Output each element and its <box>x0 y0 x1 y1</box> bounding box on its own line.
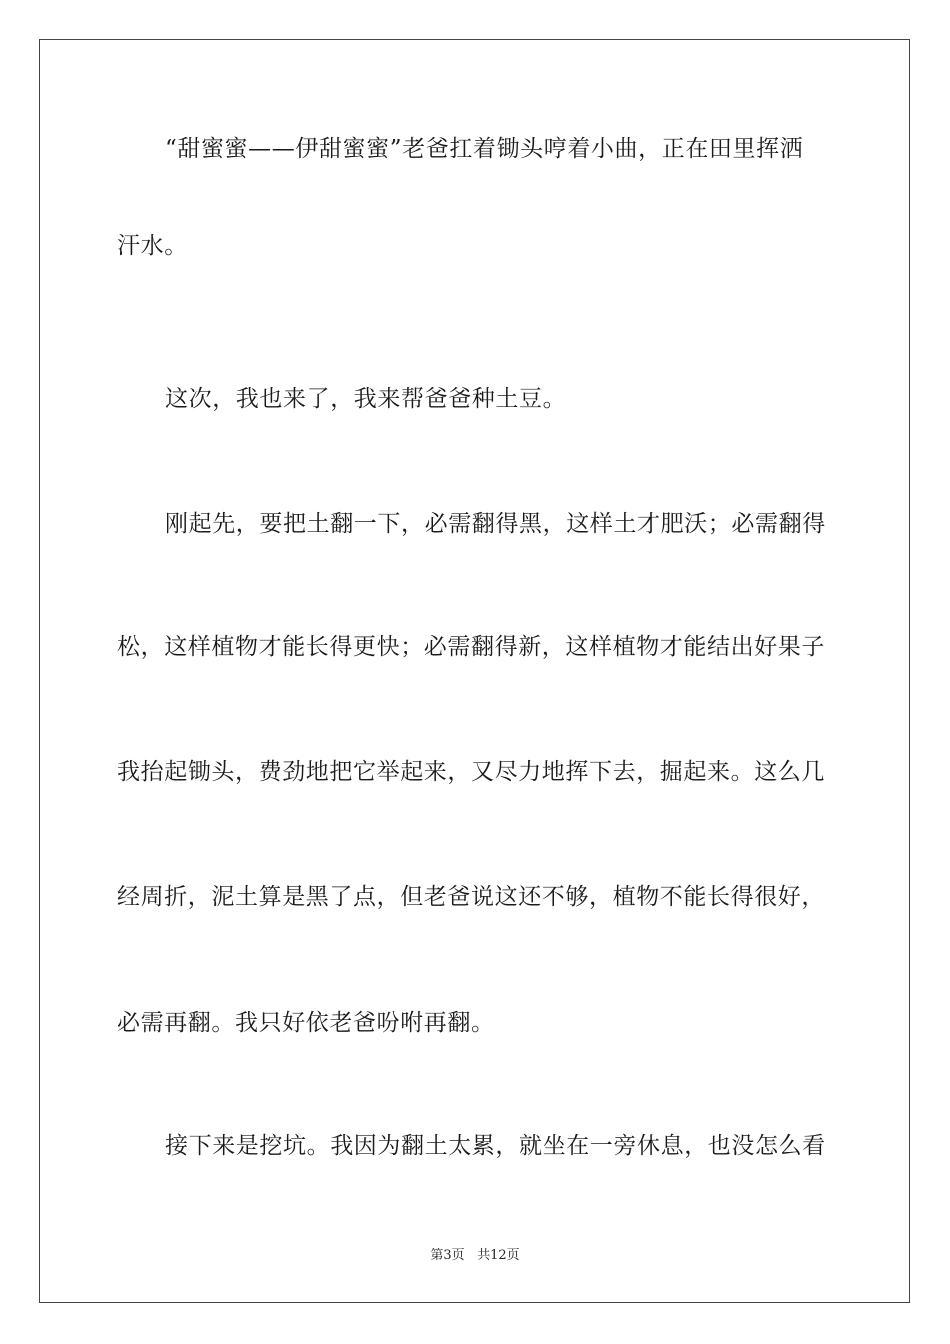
paragraph-line: 必需再翻。我只好依老爸吩咐再翻。 <box>117 1010 495 1036</box>
page-border <box>39 39 910 1303</box>
paragraph-line: 汗水。 <box>117 233 188 259</box>
paragraph-line: 我抬起锄头，费劲地把它举起来，又尽力地挥下去，掘起来。这么几 <box>117 759 825 785</box>
paragraph-line: 经周折，泥土算是黑了点，但老爸说这还不够，植物不能长得很好， <box>117 884 825 910</box>
paragraph-line: 接下来是挖坑。我因为翻土太累，就坐在一旁休息，也没怎么看 <box>165 1133 826 1159</box>
page-total: 共12页 <box>477 1248 520 1263</box>
paragraph-line: “甜蜜蜜——伊甜蜜蜜”老爸扛着锄头哼着小曲，正在田里挥洒 <box>165 136 804 162</box>
page-footer <box>0 1247 950 1265</box>
paragraph-line: 松，这样植物才能长得更快；必需翻得新，这样植物才能结出好果子 <box>117 634 825 660</box>
paragraph-line: 这次，我也来了，我来帮爸爸种土豆。 <box>165 386 567 412</box>
paragraph-line: 刚起先，要把土翻一下，必需翻得黑，这样土才肥沃；必需翻得 <box>165 511 826 537</box>
page-number: 第3页 <box>430 1248 465 1263</box>
